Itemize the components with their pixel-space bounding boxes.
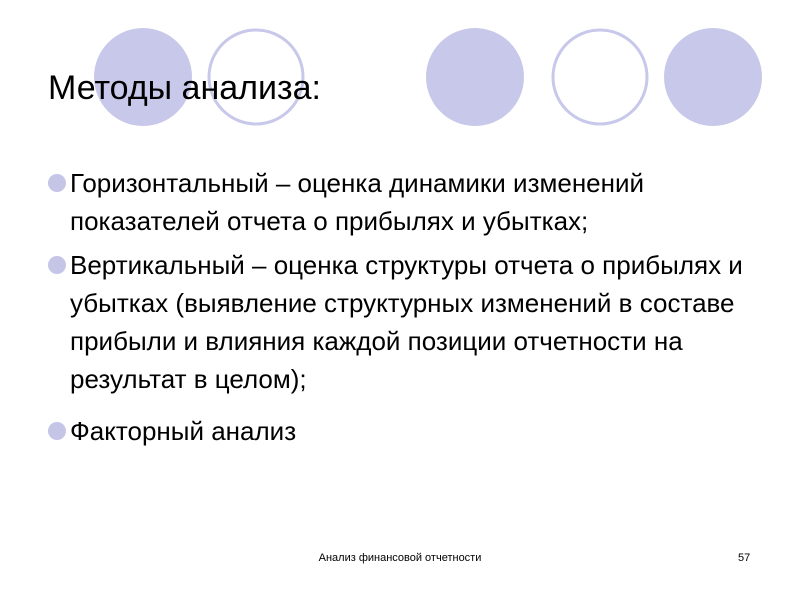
bullet-text: Факторный анализ (70, 416, 297, 446)
page-number: 57 (738, 552, 751, 564)
bullet-list (48, 164, 748, 456)
bullet-item-factor (48, 412, 748, 450)
bullet-item-vertical (48, 246, 748, 398)
slide-footer: Анализ финансовой отчетности (318, 552, 482, 564)
bullet-dot-icon (48, 174, 66, 192)
bullet-dot-icon (48, 422, 66, 440)
bullet-dot-icon (48, 256, 66, 274)
bullet-text: Вертикальный – оценка структуры отчета о прибылях и убытках (выявление структурных изменений в составе прибыли и влияния каждой позиции отчетности на результат в целом); (70, 250, 743, 394)
decor-circle-outline (553, 30, 647, 124)
decor-circle-filled (426, 28, 524, 126)
decor-circle-filled (664, 28, 762, 126)
bullet-text: Горизонтальный – оценка динамики изменений показателей отчета о прибылях и убытках; (70, 168, 645, 236)
slide-title: Методы анализа: (48, 69, 321, 107)
bullet-item-horizontal (48, 164, 748, 240)
